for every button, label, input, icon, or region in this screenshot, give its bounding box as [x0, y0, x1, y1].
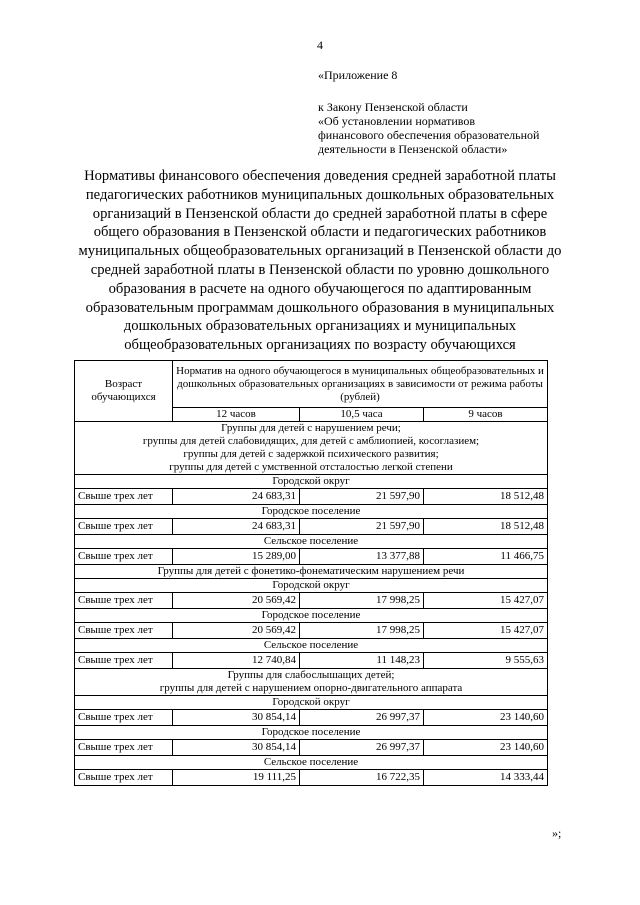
value-cell: 23 140,60: [424, 740, 548, 756]
value-cell: 24 683,31: [173, 489, 300, 505]
group-title-line: группы для детей слабовидящих, для детей с амблиопией, косоглазием;: [142, 435, 480, 447]
section-row: [75, 475, 548, 489]
age-cell: Свыше трех лет: [75, 740, 173, 756]
section-row: [75, 609, 548, 623]
age-cell: Свыше трех лет: [75, 549, 173, 565]
header-norm: Норматив на одного обучающегося в муниципальных общеобразовательных и дошкольных образовательных организациях в зависимости от режима работы (рублей): [173, 361, 548, 408]
value-cell: 21 597,90: [300, 519, 424, 535]
section-title: Сельское поселение: [75, 639, 548, 653]
header-mode-9: 9 часов: [424, 408, 548, 422]
value-cell: 16 722,35: [300, 770, 424, 786]
section-title: Сельское поселение: [75, 756, 548, 770]
header-age: Возраст обучающихся: [75, 361, 173, 422]
appendix-line: «Об установлении нормативов: [318, 114, 476, 128]
value-cell: 26 997,37: [300, 710, 424, 726]
value-cell: 24 683,31: [173, 519, 300, 535]
table-row: [75, 653, 548, 669]
section-title: Городское поселение: [75, 505, 548, 519]
group-title: [75, 565, 548, 579]
table-row: [75, 770, 548, 786]
section-row: [75, 579, 548, 593]
value-cell: 15 289,00: [173, 549, 300, 565]
group-title-row: [75, 422, 548, 475]
value-cell: 20 569,42: [173, 593, 300, 609]
age-cell: Свыше трех лет: [75, 489, 173, 505]
value-cell: 30 854,14: [173, 740, 300, 756]
section-row: [75, 756, 548, 770]
value-cell: 18 512,48: [424, 489, 548, 505]
table-row: [75, 740, 548, 756]
value-cell: 17 998,25: [300, 593, 424, 609]
table-row: [75, 489, 548, 505]
age-cell: Свыше трех лет: [75, 710, 173, 726]
group-title-row: [75, 669, 548, 696]
group-title-line: группы для детей с задержкой психического развития;: [183, 448, 439, 460]
age-cell: Свыше трех лет: [75, 623, 173, 639]
group-title-line: группы для детей с умственной отсталостью легкой степени: [169, 461, 453, 473]
value-cell: 15 427,07: [424, 623, 548, 639]
table-row: [75, 623, 548, 639]
value-cell: 11 466,75: [424, 549, 548, 565]
age-cell: Свыше трех лет: [75, 653, 173, 669]
value-cell: 14 333,44: [424, 770, 548, 786]
section-row: [75, 639, 548, 653]
appendix-title: «Приложение 8: [318, 68, 398, 82]
value-cell: 13 377,88: [300, 549, 424, 565]
group-title: [75, 422, 548, 475]
group-title: [75, 669, 548, 696]
section-row: [75, 726, 548, 740]
page-number: 4: [317, 38, 323, 52]
value-cell: 20 569,42: [173, 623, 300, 639]
table-header-row: [75, 361, 548, 408]
group-title-line: Группы для детей с нарушением речи;: [221, 422, 401, 434]
value-cell: 19 111,25: [173, 770, 300, 786]
value-cell: 15 427,07: [424, 593, 548, 609]
appendix-line: деятельности в Пензенской области»: [318, 142, 508, 156]
age-cell: Свыше трех лет: [75, 593, 173, 609]
group-title-line: Группы для детей с фонетико-фонематическим нарушением речи: [157, 565, 465, 577]
header-mode-12: 12 часов: [173, 408, 300, 422]
section-title: Городское поселение: [75, 726, 548, 740]
value-cell: 21 597,90: [300, 489, 424, 505]
age-cell: Свыше трех лет: [75, 770, 173, 786]
table-row: [75, 519, 548, 535]
value-cell: 11 148,23: [300, 653, 424, 669]
table-row: [75, 549, 548, 565]
header-mode-10-5: 10,5 часа: [300, 408, 424, 422]
section-title: Городской округ: [75, 696, 548, 710]
document-heading: Нормативы финансового обеспечения доведения средней заработной платы педагогических работников муниципальных дошкольных образовательных организаций в Пензенской области до средней заработной платы в сфере общего образования в Пензенской области и педагогических работников муниципальных общеобразовательных организаций в Пензенской области до средней заработной платы в Пензенской области по уровню дошкольного образования в расчете на одного обучающегося по адаптированным образовательным программам дошкольного образования в муниципальных дошкольных образовательных организациях и муниципальных общеобразовательных организациях по возрасту обучающихся: [78, 168, 562, 354]
section-title: Городское поселение: [75, 609, 548, 623]
section-title: Городской округ: [75, 475, 548, 489]
section-title: Городской округ: [75, 579, 548, 593]
appendix-line: к Закону Пензенской области: [318, 100, 468, 114]
value-cell: 12 740,84: [173, 653, 300, 669]
group-title-line: группы для детей с нарушением опорно-двигательного аппарата: [159, 682, 463, 694]
table-row: [75, 593, 548, 609]
section-row: [75, 505, 548, 519]
section-row: [75, 696, 548, 710]
value-cell: 9 555,63: [424, 653, 548, 669]
section-title: Сельское поселение: [75, 535, 548, 549]
norms-table: [74, 360, 548, 786]
value-cell: 18 512,48: [424, 519, 548, 535]
value-cell: 30 854,14: [173, 710, 300, 726]
table-row: [75, 710, 548, 726]
appendix-line: финансового обеспечения образовательной: [318, 128, 540, 142]
value-cell: 23 140,60: [424, 710, 548, 726]
closing-quote: »;: [552, 826, 562, 840]
group-title-row: [75, 565, 548, 579]
section-row: [75, 535, 548, 549]
group-title-line: Группы для слабослышащих детей;: [227, 669, 395, 681]
value-cell: 26 997,37: [300, 740, 424, 756]
appendix-block: [318, 68, 539, 156]
age-cell: Свыше трех лет: [75, 519, 173, 535]
value-cell: 17 998,25: [300, 623, 424, 639]
